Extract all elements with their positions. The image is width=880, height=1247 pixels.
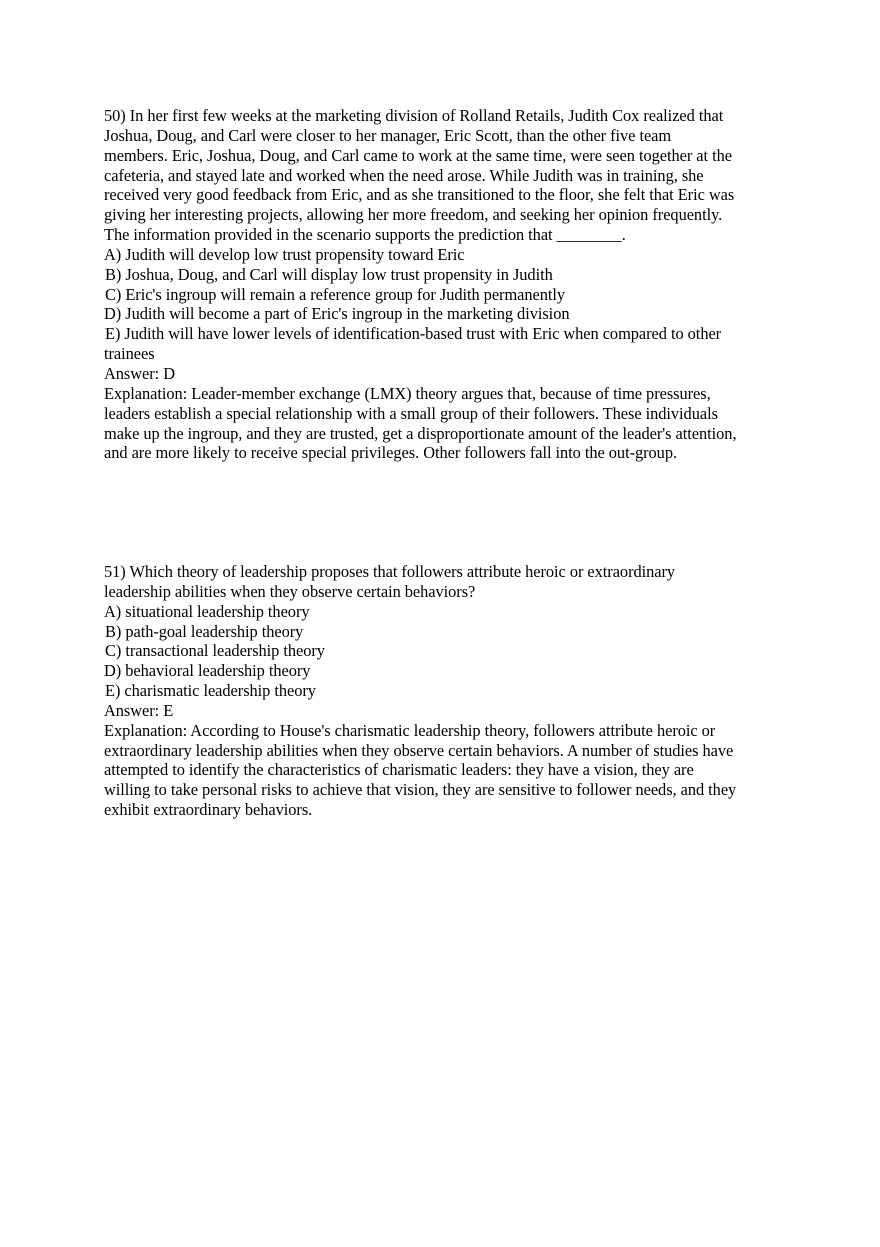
answer-key: Answer: E: [104, 700, 174, 720]
question-stem-line: members. Eric, Joshua, Doug, and Carl came to work at the same time, were seen together at the: [104, 145, 732, 165]
explanation-line: Explanation: According to House's charismatic leadership theory, followers attribute heroic or: [104, 720, 716, 740]
answer-option-e-continued: trainees: [104, 344, 155, 364]
question-stem-line: leadership abilities when they observe certain behaviors?: [104, 581, 476, 601]
question-stem-line: Joshua, Doug, and Carl were closer to her manager, Eric Scott, than the other five team: [104, 125, 672, 145]
explanation-line: leaders establish a special relationship with a small group of their followers. These individuals: [104, 403, 718, 423]
answer-option-e: E) Judith will have lower levels of identification-based trust with Eric when compared to other: [105, 324, 722, 344]
question-51: [104, 562, 794, 820]
question-50: [104, 106, 794, 463]
explanation-line: and are more likely to receive special privileges. Other followers fall into the out-group.: [104, 443, 678, 463]
explanation-line: extraordinary leadership abilities when they observe certain behaviors. A number of studies have: [104, 740, 734, 760]
question-stem-line: 51) Which theory of leadership proposes that followers attribute heroic or extraordinary: [104, 562, 676, 581]
answer-option-a: A) situational leadership theory: [104, 601, 310, 621]
question-stem-line: cafeteria, and stayed late and worked when the need arose. While Judith was in training, she: [104, 165, 704, 185]
explanation-line: Explanation: Leader-member exchange (LMX) theory argues that, because of time pressures,: [104, 383, 711, 403]
question-stem-line: The information provided in the scenario supports the prediction that ________.: [104, 225, 626, 245]
answer-option-c: C) Eric's ingroup will remain a reference group for Judith permanently: [105, 284, 566, 304]
answer-option-d: D) behavioral leadership theory: [104, 661, 311, 681]
question-stem-line: giving her interesting projects, allowing her more freedom, and seeking her opinion frequently.: [104, 205, 723, 225]
explanation-line: attempted to identify the characteristics of charismatic leaders: they have a vision, they are: [104, 760, 694, 780]
answer-key: Answer: D: [104, 363, 176, 383]
answer-option-a: A) Judith will develop low trust propensity toward Eric: [104, 244, 465, 264]
answer-option-b: B) path-goal leadership theory: [105, 621, 304, 641]
question-stem-line: received very good feedback from Eric, and as she transitioned to the floor, she felt that Eric was: [104, 185, 735, 205]
explanation-line: make up the ingroup, and they are trusted, get a disproportionate amount of the leader's attention,: [104, 423, 737, 443]
question-stem-line: 50) In her first few weeks at the marketing division of Rolland Retails, Judith Cox realized that: [104, 106, 724, 125]
answer-option-c: C) transactional leadership theory: [105, 641, 325, 661]
answer-option-d: D) Judith will become a part of Eric's ingroup in the marketing division: [104, 304, 570, 324]
answer-option-b: B) Joshua, Doug, and Carl will display low trust propensity in Judith: [105, 264, 553, 284]
explanation-line: willing to take personal risks to achieve that vision, they are sensitive to follower needs, and they: [104, 780, 737, 800]
explanation-line: exhibit extraordinary behaviors.: [104, 800, 313, 820]
answer-option-e: E) charismatic leadership theory: [105, 681, 316, 701]
